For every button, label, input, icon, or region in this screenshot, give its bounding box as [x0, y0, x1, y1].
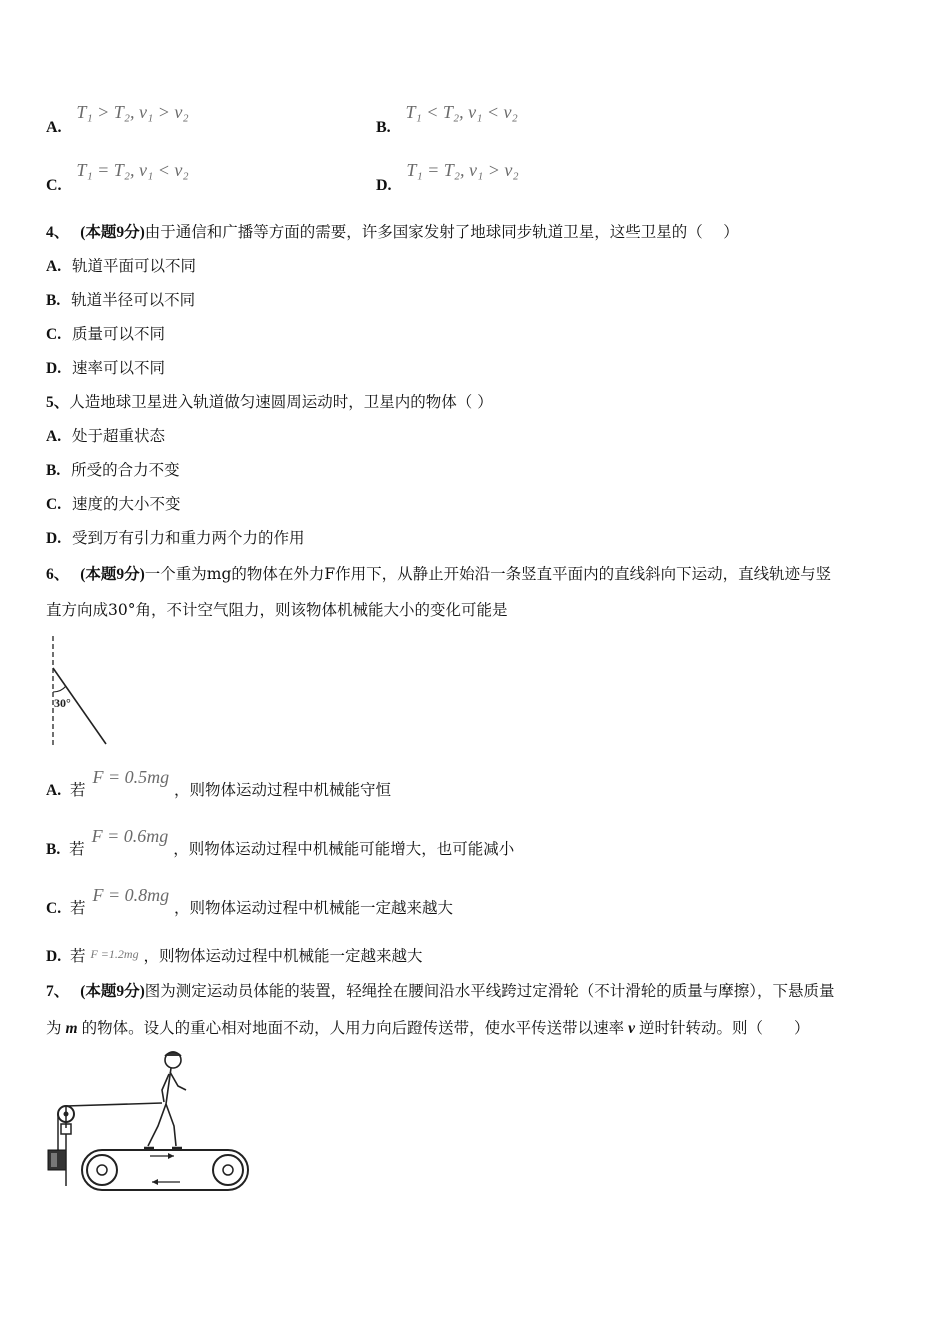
option-prefix: 若 [70, 899, 86, 917]
question-score: (本题9分) [80, 566, 145, 583]
q3-option-d[interactable] [376, 160, 519, 194]
q6-option-b[interactable] [46, 825, 515, 858]
option-prefix: 若 [69, 840, 85, 858]
q4-stem [46, 220, 739, 242]
horizontal-rope [66, 1103, 162, 1106]
option-label: A. [46, 428, 62, 445]
option-label: D. [46, 948, 62, 965]
question-text: 由于通信和广播等方面的需要，许多国家发射了地球同步轨道卫星，这些卫星的（ ） [144, 223, 739, 241]
option-label: A. [46, 119, 62, 136]
q7-stem-line2 [46, 1016, 810, 1038]
q6-option-d[interactable] [46, 944, 423, 966]
option-label: C. [46, 177, 62, 194]
option-text: 轨道平面可以不同 [72, 257, 197, 275]
question-score: (本题9分) [80, 224, 145, 241]
conveyor-belt [82, 1150, 248, 1190]
q5-option-a[interactable] [46, 424, 165, 446]
question-number: 7、 [46, 983, 70, 1000]
q5-option-b[interactable] [46, 458, 180, 480]
question-score: (本题9分) [80, 983, 145, 1000]
question-text-part: 的物体。设人的重心相对地面不动，人用力向后蹬传送带，使水平传送带以速率 [81, 1019, 625, 1037]
question-number: 6、 [46, 566, 70, 583]
option-label: A. [46, 782, 62, 799]
question-text-continued: 直方向成30°角，不计空气阻力，则该物体机械能大小的变化可能是 [46, 601, 508, 619]
question-number: 5、 [46, 394, 70, 411]
q4-option-c[interactable] [46, 322, 165, 344]
mass-symbol: m [65, 1020, 78, 1037]
option-label: C. [46, 900, 62, 917]
option-label: D. [376, 177, 392, 194]
option-prefix: 若 [70, 781, 86, 799]
option-text: 所受的合力不变 [71, 461, 180, 479]
question-text: 图为测定运动员体能的装置，轻绳拴在腰间沿水平线跨过定滑轮（不计滑轮的质量与摩擦），下悬质量 [144, 982, 835, 1000]
option-label: A. [46, 258, 62, 275]
option-text: ，则物体运动过程中机械能守恒 [174, 781, 392, 799]
incline-angle-figure [44, 634, 114, 750]
q4-option-b[interactable] [46, 288, 195, 310]
option-text: ，则物体运动过程中机械能可能增大，也可能减小 [173, 840, 515, 858]
option-formula: F = 0.8mg [92, 885, 170, 905]
q3-option-b[interactable] [376, 102, 518, 136]
option-formula: F =1.2mg [90, 947, 139, 961]
question-text: 一个重为mg的物体在外力F作用下，从静止开始沿一条竖直平面内的直线斜向下运动，直线轨迹与竖 [144, 565, 832, 583]
option-text: 轨道半径可以不同 [71, 291, 196, 309]
q5-option-c[interactable] [46, 492, 181, 514]
option-formula: F = 0.5mg [92, 767, 170, 787]
angle-label: 30° [54, 696, 71, 710]
option-label: B. [46, 292, 61, 309]
question-text-part: 为 [46, 1019, 62, 1037]
question-text-part: 逆时针转动。则（ ） [638, 1019, 810, 1037]
option-text: 质量可以不同 [72, 325, 166, 343]
option-text: ，则物体运动过程中机械能一定越来越大 [174, 899, 454, 917]
athlete-figure [144, 1052, 186, 1148]
option-label: D. [46, 530, 62, 547]
option-prefix: 若 [70, 947, 86, 965]
fixed-pulley [58, 1106, 74, 1134]
option-label: B. [376, 119, 391, 136]
q3-option-c[interactable] [46, 160, 189, 194]
option-label: C. [46, 496, 62, 513]
q7-stem-line1 [46, 979, 835, 1001]
option-text: 受到万有引力和重力两个力的作用 [72, 529, 305, 547]
angle-arc [53, 686, 66, 692]
question-number: 4、 [46, 224, 70, 241]
option-text: 速率可以不同 [72, 359, 166, 377]
q6-option-c[interactable] [46, 884, 454, 917]
option-formula: T₁ = T₂, v₁ > v₂ [406, 160, 519, 180]
option-formula: T₁ < T₂, v₁ < v₂ [405, 102, 518, 122]
question-text: 人造地球卫星进入轨道做匀速圆周运动时，卫星内的物体（ ） [69, 393, 493, 411]
q4-option-d[interactable] [46, 356, 165, 378]
option-text: ，则物体运动过程中机械能一定越来越大 [143, 947, 423, 965]
option-text: 速度的大小不变 [72, 495, 181, 513]
q3-option-a[interactable] [46, 102, 189, 136]
speed-symbol: v [628, 1020, 635, 1037]
option-formula: T₁ > T₂, v₁ > v₂ [76, 102, 189, 122]
option-formula: F = 0.6mg [91, 826, 169, 846]
option-formula: T₁ = T₂, v₁ < v₂ [76, 160, 189, 180]
option-label: C. [46, 326, 62, 343]
q5-stem [46, 390, 493, 412]
q6-option-a[interactable] [46, 766, 392, 799]
option-text: 处于超重状态 [72, 427, 166, 445]
q4-option-a[interactable] [46, 254, 196, 276]
q5-option-d[interactable] [46, 526, 305, 548]
q6-stem-line1 [46, 562, 831, 584]
option-label: D. [46, 360, 62, 377]
option-label: B. [46, 462, 61, 479]
treadmill-pulley-figure [40, 1046, 256, 1196]
q6-stem-line2 [46, 598, 507, 620]
option-label: B. [46, 841, 61, 858]
